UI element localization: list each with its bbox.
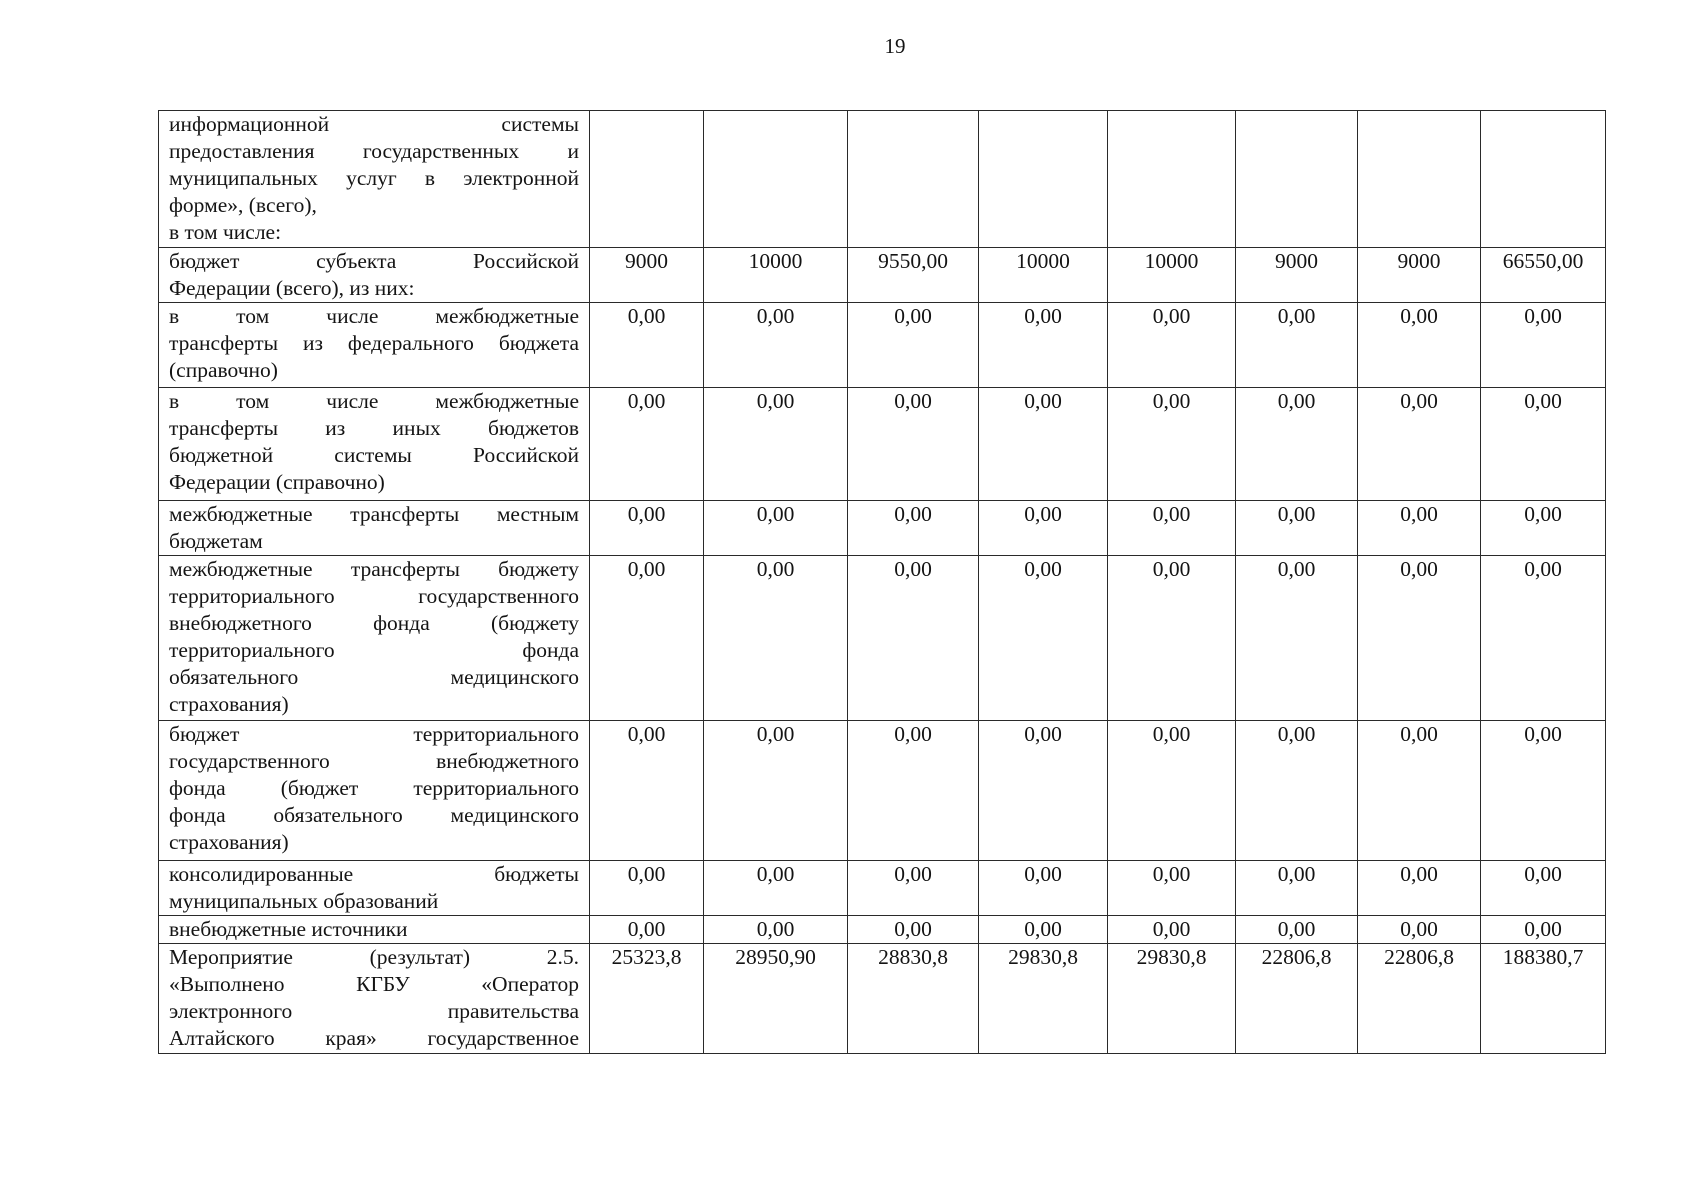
value-cell: 28830,8 bbox=[848, 944, 979, 1054]
row-description bbox=[159, 916, 590, 944]
table-row bbox=[159, 303, 1606, 388]
value-cell: 0,00 bbox=[1236, 916, 1358, 944]
value-cell bbox=[1108, 111, 1236, 248]
value-cell: 188380,7 bbox=[1481, 944, 1606, 1054]
description-line: внебюджетного фонда (бюджету bbox=[169, 611, 579, 635]
description-line: межбюджетные трансферты бюджету bbox=[169, 557, 579, 581]
description-line: Федерации (справочно) bbox=[169, 470, 385, 494]
value-cell: 0,00 bbox=[1481, 556, 1606, 721]
row-description bbox=[159, 944, 590, 1054]
description-line: бюджет территориального bbox=[169, 722, 579, 746]
value-cell: 0,00 bbox=[590, 501, 704, 556]
description-line: в том числе межбюджетные bbox=[169, 389, 579, 413]
value-cell: 0,00 bbox=[1358, 303, 1481, 388]
value-cell: 0,00 bbox=[1358, 556, 1481, 721]
value-cell: 0,00 bbox=[590, 721, 704, 861]
description-line: Мероприятие (результат) 2.5. bbox=[169, 945, 579, 969]
value-cell: 0,00 bbox=[1108, 388, 1236, 501]
value-cell: 0,00 bbox=[1481, 501, 1606, 556]
description-line: предоставления государственных и bbox=[169, 139, 579, 163]
value-cell: 0,00 bbox=[1108, 721, 1236, 861]
value-cell: 0,00 bbox=[1358, 501, 1481, 556]
value-cell: 0,00 bbox=[848, 556, 979, 721]
value-cell: 0,00 bbox=[704, 388, 848, 501]
row-description bbox=[159, 111, 590, 248]
value-cell: 0,00 bbox=[1481, 303, 1606, 388]
value-cell: 0,00 bbox=[979, 501, 1108, 556]
value-cell bbox=[1481, 111, 1606, 248]
description-line: (справочно) bbox=[169, 358, 278, 382]
value-cell: 0,00 bbox=[1358, 916, 1481, 944]
value-cell: 0,00 bbox=[848, 388, 979, 501]
value-cell: 0,00 bbox=[704, 916, 848, 944]
value-cell: 0,00 bbox=[1481, 721, 1606, 861]
description-line: внебюджетные источники bbox=[169, 917, 408, 941]
value-cell: 0,00 bbox=[1236, 861, 1358, 916]
value-cell bbox=[590, 111, 704, 248]
value-cell: 9550,00 bbox=[848, 248, 979, 303]
description-line: Алтайского края» государственное bbox=[169, 1026, 579, 1050]
value-cell: 0,00 bbox=[1358, 721, 1481, 861]
description-line: трансферты из иных бюджетов bbox=[169, 416, 579, 440]
value-cell: 22806,8 bbox=[1236, 944, 1358, 1054]
table-row bbox=[159, 501, 1606, 556]
value-cell: 0,00 bbox=[979, 556, 1108, 721]
value-cell: 0,00 bbox=[1481, 861, 1606, 916]
description-line: электронного правительства bbox=[169, 999, 579, 1023]
value-cell: 0,00 bbox=[704, 556, 848, 721]
value-cell: 0,00 bbox=[1108, 861, 1236, 916]
description-line: межбюджетные трансферты местным bbox=[169, 502, 579, 526]
value-cell: 29830,8 bbox=[1108, 944, 1236, 1054]
value-cell bbox=[1236, 111, 1358, 248]
description-line: фонда (бюджет территориального bbox=[169, 776, 579, 800]
row-description bbox=[159, 721, 590, 861]
table-row bbox=[159, 944, 1606, 1054]
value-cell: 66550,00 bbox=[1481, 248, 1606, 303]
row-description bbox=[159, 861, 590, 916]
table-row bbox=[159, 721, 1606, 861]
value-cell: 0,00 bbox=[848, 861, 979, 916]
value-cell: 22806,8 bbox=[1358, 944, 1481, 1054]
description-line: Федерации (всего), из них: bbox=[169, 276, 415, 300]
value-cell: 0,00 bbox=[590, 303, 704, 388]
description-line: муниципальных услуг в электронной bbox=[169, 166, 579, 190]
description-line: страхования) bbox=[169, 692, 289, 716]
table-row bbox=[159, 861, 1606, 916]
value-cell: 0,00 bbox=[979, 721, 1108, 861]
value-cell: 0,00 bbox=[1236, 501, 1358, 556]
value-cell: 0,00 bbox=[979, 303, 1108, 388]
value-cell: 10000 bbox=[1108, 248, 1236, 303]
value-cell bbox=[1358, 111, 1481, 248]
row-description bbox=[159, 388, 590, 501]
description-line: муниципальных образований bbox=[169, 889, 439, 913]
value-cell: 10000 bbox=[704, 248, 848, 303]
value-cell: 0,00 bbox=[590, 916, 704, 944]
description-line: бюджет субъекта Российской bbox=[169, 249, 579, 273]
value-cell: 0,00 bbox=[1358, 388, 1481, 501]
table-row bbox=[159, 388, 1606, 501]
value-cell: 0,00 bbox=[979, 388, 1108, 501]
description-line: страхования) bbox=[169, 830, 289, 854]
value-cell: 0,00 bbox=[848, 303, 979, 388]
table-row bbox=[159, 248, 1606, 303]
value-cell: 9000 bbox=[1236, 248, 1358, 303]
value-cell: 0,00 bbox=[979, 916, 1108, 944]
description-line: в том числе: bbox=[169, 220, 282, 244]
value-cell: 0,00 bbox=[590, 556, 704, 721]
value-cell bbox=[979, 111, 1108, 248]
value-cell: 0,00 bbox=[1236, 388, 1358, 501]
value-cell: 0,00 bbox=[848, 501, 979, 556]
row-description bbox=[159, 303, 590, 388]
value-cell bbox=[848, 111, 979, 248]
description-line: фонда обязательного медицинского bbox=[169, 803, 579, 827]
description-line: форме», (всего), bbox=[169, 193, 317, 217]
value-cell: 25323,8 bbox=[590, 944, 704, 1054]
value-cell: 0,00 bbox=[704, 861, 848, 916]
description-line: территориального фонда bbox=[169, 638, 579, 662]
value-cell: 0,00 bbox=[590, 388, 704, 501]
value-cell: 0,00 bbox=[1108, 556, 1236, 721]
value-cell: 0,00 bbox=[1236, 556, 1358, 721]
budget-table-body bbox=[159, 111, 1606, 1054]
value-cell: 9000 bbox=[1358, 248, 1481, 303]
description-line: консолидированные бюджеты bbox=[169, 862, 579, 886]
description-line: бюджетам bbox=[169, 529, 263, 553]
value-cell: 0,00 bbox=[704, 303, 848, 388]
value-cell: 10000 bbox=[979, 248, 1108, 303]
value-cell: 0,00 bbox=[1108, 501, 1236, 556]
description-line: государственного внебюджетного bbox=[169, 749, 579, 773]
description-line: бюджетной системы Российской bbox=[169, 443, 579, 467]
description-line: в том числе межбюджетные bbox=[169, 304, 579, 328]
value-cell: 9000 bbox=[590, 248, 704, 303]
value-cell: 0,00 bbox=[1358, 861, 1481, 916]
value-cell: 0,00 bbox=[1108, 303, 1236, 388]
value-cell: 28950,90 bbox=[704, 944, 848, 1054]
row-description bbox=[159, 501, 590, 556]
value-cell: 0,00 bbox=[1481, 916, 1606, 944]
description-line: территориального государственного bbox=[169, 584, 579, 608]
value-cell: 0,00 bbox=[1236, 721, 1358, 861]
value-cell: 0,00 bbox=[1481, 388, 1606, 501]
description-line: «Выполнено КГБУ «Оператор bbox=[169, 972, 579, 996]
value-cell: 0,00 bbox=[848, 721, 979, 861]
row-description bbox=[159, 556, 590, 721]
value-cell: 0,00 bbox=[590, 861, 704, 916]
description-line: обязательного медицинского bbox=[169, 665, 579, 689]
value-cell: 0,00 bbox=[1236, 303, 1358, 388]
budget-table bbox=[158, 110, 1606, 1054]
table-row bbox=[159, 111, 1606, 248]
table-row bbox=[159, 556, 1606, 721]
value-cell: 0,00 bbox=[1108, 916, 1236, 944]
description-line: трансферты из федерального бюджета bbox=[169, 331, 579, 355]
value-cell bbox=[704, 111, 848, 248]
description-line: информационной системы bbox=[169, 112, 579, 136]
value-cell: 29830,8 bbox=[979, 944, 1108, 1054]
value-cell: 0,00 bbox=[704, 721, 848, 861]
value-cell: 0,00 bbox=[979, 861, 1108, 916]
row-description bbox=[159, 248, 590, 303]
table-row bbox=[159, 916, 1606, 944]
page-number: 19 bbox=[884, 34, 906, 58]
value-cell: 0,00 bbox=[704, 501, 848, 556]
value-cell: 0,00 bbox=[848, 916, 979, 944]
